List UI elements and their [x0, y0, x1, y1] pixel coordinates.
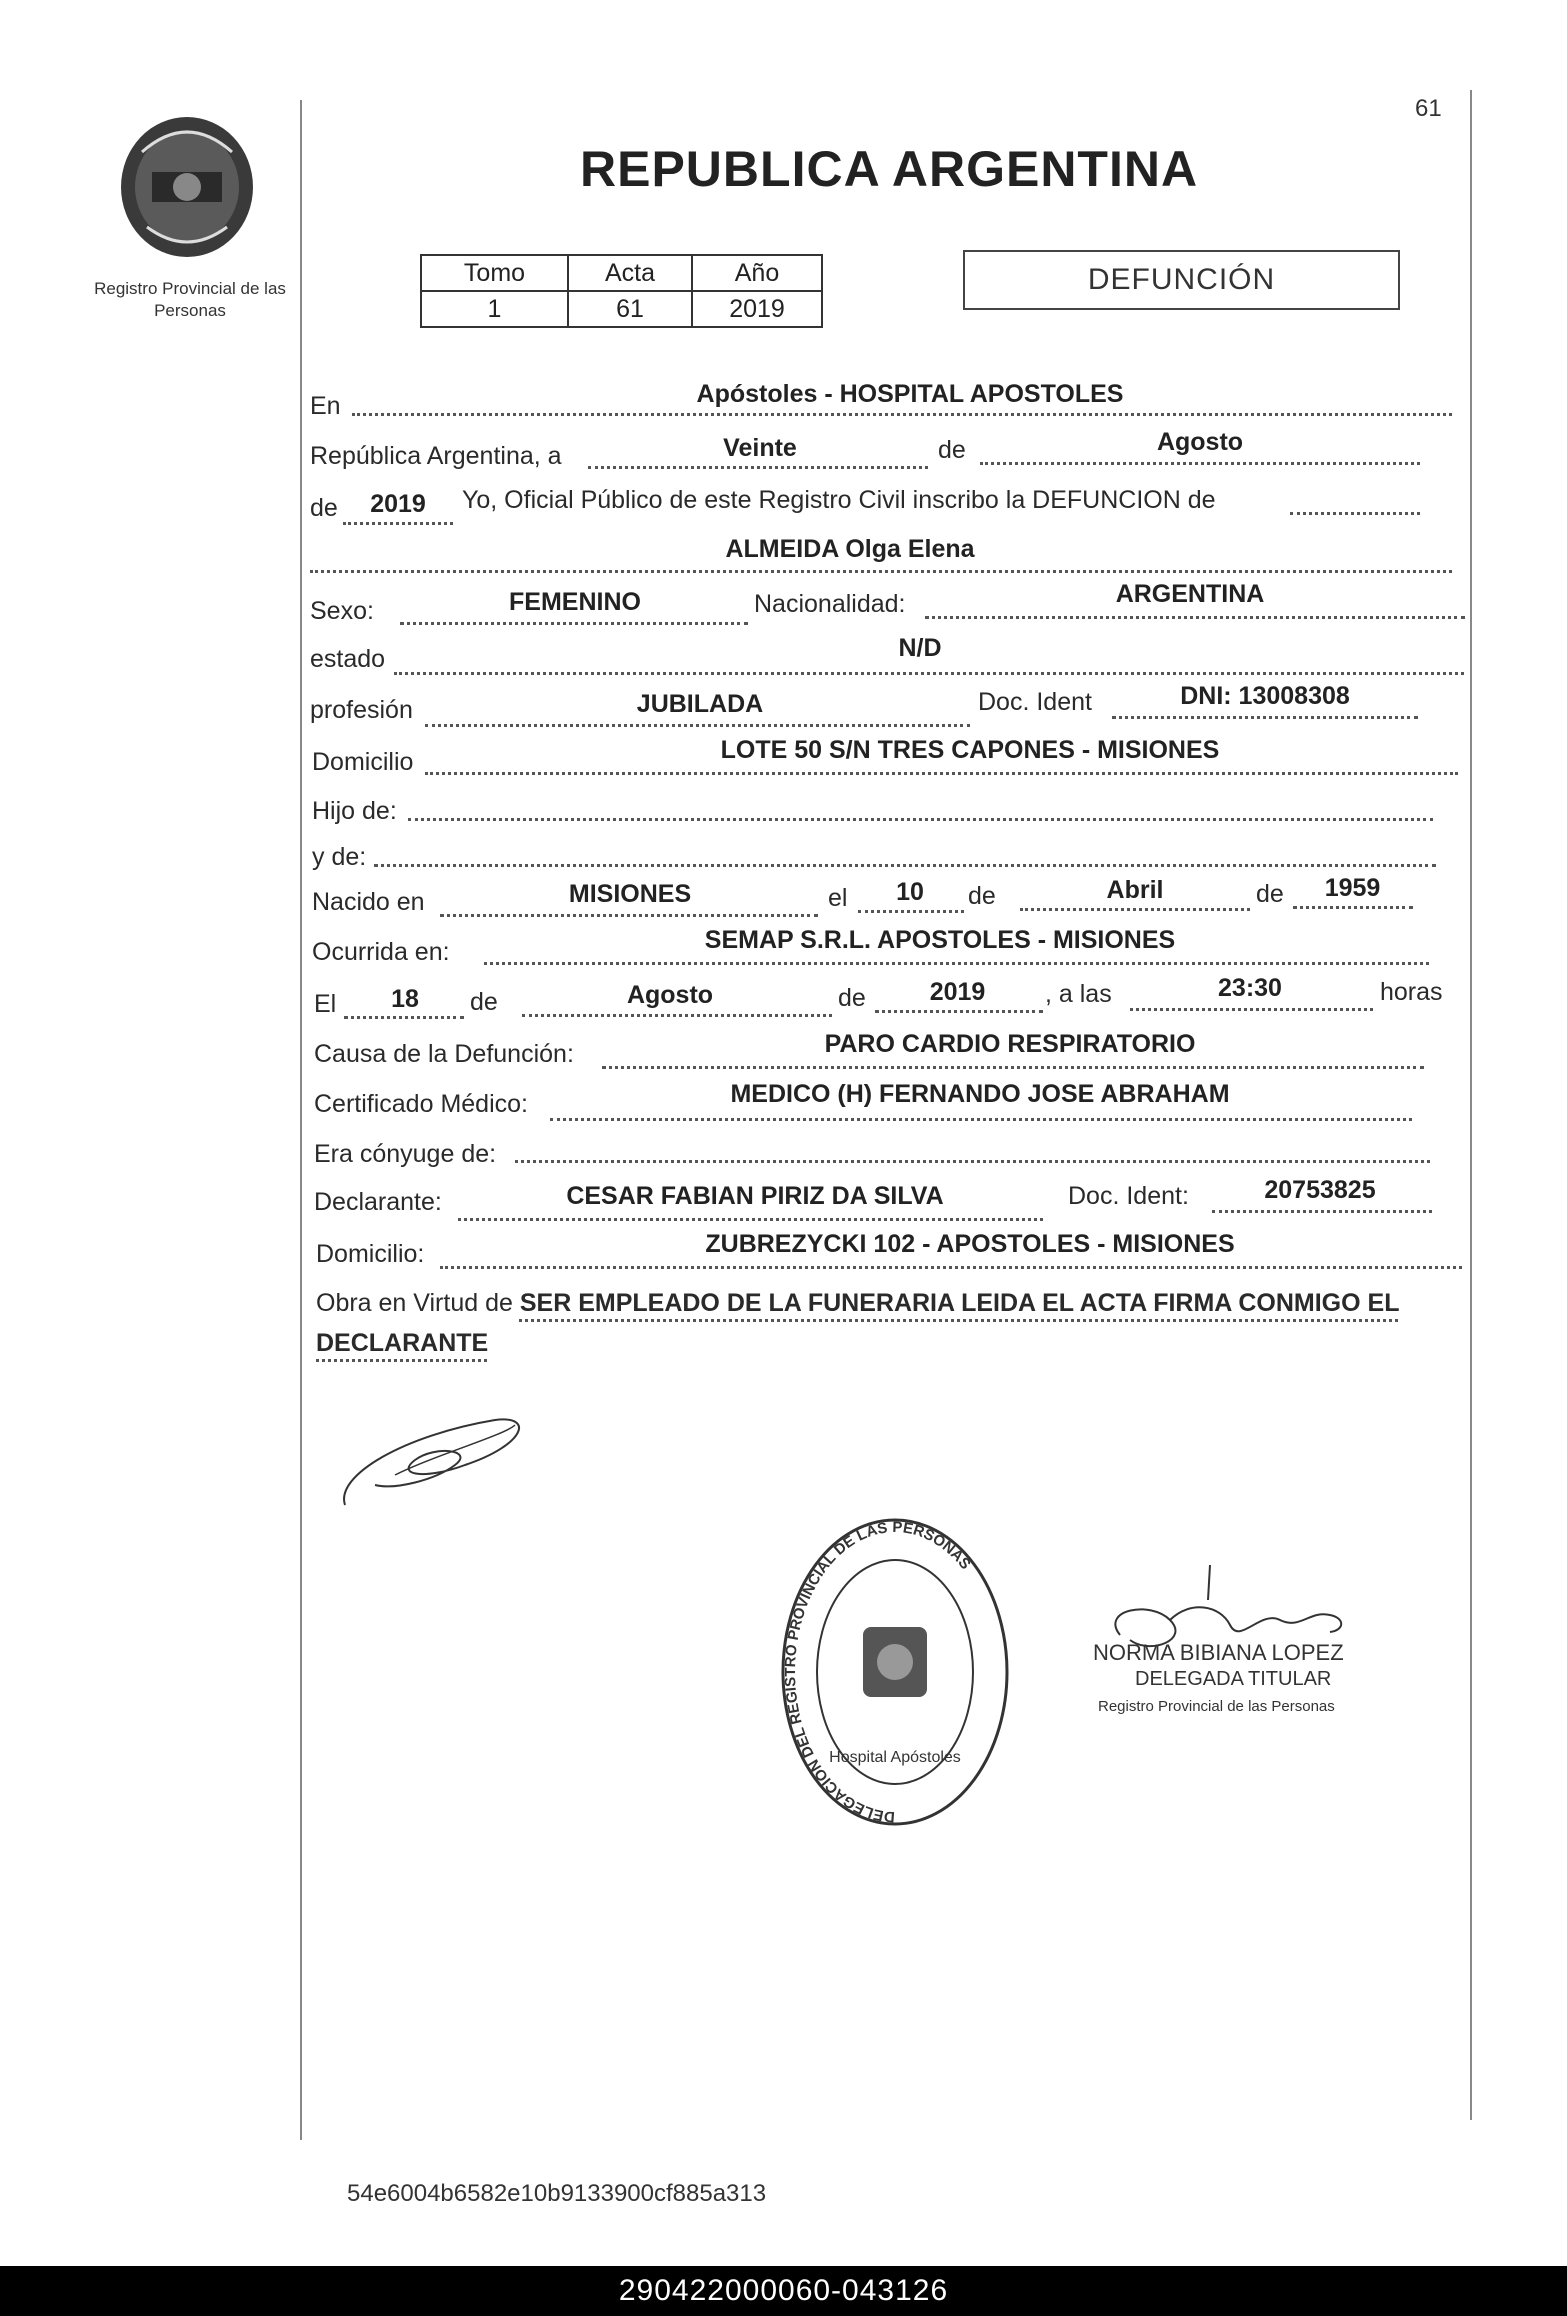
en-label: En: [310, 392, 341, 420]
declarante-value: CESAR FABIAN PIRIZ DA SILVA: [566, 1182, 944, 1210]
death-year-dots: [875, 1010, 1043, 1013]
estado-label: estado: [310, 645, 386, 673]
doc2-dots: [1212, 1210, 1432, 1213]
document-hash: 54e6004b6582e10b9133900cf885a313: [347, 2180, 767, 2207]
certificado-label: Certificado Médico:: [314, 1090, 528, 1118]
sexo-dots: [400, 622, 748, 625]
year-value: 2019: [370, 490, 426, 518]
causa-value: PARO CARDIO RESPIRATORIO: [824, 1030, 1196, 1058]
day-value: Veinte: [723, 434, 797, 462]
name-dots: [310, 570, 1452, 573]
stamp-inner-text: Hospital Apóstoles: [829, 1749, 961, 1766]
obra-paragraph: [316, 1283, 1466, 1363]
death-month-dots: [522, 1014, 832, 1017]
record-type-box: DEFUNCIÓN: [963, 250, 1400, 310]
signature-role: DELEGADA TITULAR: [1135, 1668, 1332, 1690]
death-year: 2019: [929, 978, 986, 1006]
birth-day-dots: [858, 910, 964, 913]
domicilio-dots: [425, 772, 1458, 775]
death-day: 18: [391, 985, 419, 1013]
domicilio-label: Domicilio: [312, 748, 414, 776]
oficial-dots: [1290, 512, 1420, 515]
birth-day: 10: [896, 878, 924, 906]
doc2-value: 20753825: [1264, 1176, 1376, 1204]
signature-name: NORMA BIBIANA LOPEZ: [1093, 1640, 1344, 1665]
right-margin-line: [1470, 90, 1472, 2120]
obra-label: Obra en Virtud de: [316, 1289, 513, 1317]
doc-label: Doc. Ident: [978, 688, 1092, 716]
death-month: Agosto: [626, 981, 714, 1009]
doc-value: DNI: 13008308: [1180, 682, 1350, 710]
de5-label: de: [470, 988, 498, 1016]
alas-label: , a las: [1045, 980, 1112, 1008]
conyuge-dots: [515, 1160, 1430, 1163]
doc2-label: Doc. Ident:: [1068, 1182, 1189, 1210]
declarante-dots: [458, 1218, 1043, 1221]
declarante-label: Declarante:: [314, 1188, 442, 1216]
month-dots: [980, 462, 1420, 465]
table-header-acta: Acta: [568, 255, 692, 291]
year-dots: [343, 522, 453, 525]
nacido-dots: [440, 914, 818, 917]
ocurrida-label: Ocurrida en:: [312, 938, 450, 966]
de2-label: de: [310, 494, 338, 522]
yde-label: y de:: [312, 843, 367, 871]
registry-label: Registro Provincial de las Personas: [94, 279, 286, 320]
page-number: 61: [1415, 95, 1442, 122]
day-dots: [588, 466, 928, 469]
signature-org: Registro Provincial de las Personas: [1098, 1698, 1335, 1715]
en-dots: [352, 413, 1452, 416]
en-value: Apóstoles - HOSPITAL APOSTOLES: [696, 380, 1124, 408]
hijo-dots: [408, 818, 1433, 821]
el-label: el: [828, 884, 848, 912]
ocurrida-dots: [484, 962, 1429, 965]
stamp-ring-text: DELEGACION DEL REGISTRO PROVINCIAL DE LAS PERSONAS: [782, 1518, 974, 1826]
footer-code: 290422000060-043126: [618, 2274, 949, 2307]
el2-label: El: [314, 990, 337, 1018]
yde-dots: [374, 864, 1436, 867]
table-value-tomo: 1: [421, 291, 568, 327]
hijo-label: Hijo de:: [312, 797, 397, 825]
death-time: 23:30: [1218, 974, 1282, 1002]
left-margin-line: [300, 100, 302, 2140]
birth-month: Abril: [1106, 876, 1164, 904]
table-value-ano: 2019: [692, 291, 822, 327]
nacionalidad-dots: [925, 616, 1465, 619]
profesion-label: profesión: [310, 696, 413, 724]
birth-year-dots: [1293, 906, 1413, 909]
nacido-label: Nacido en: [312, 888, 425, 916]
sexo-label: Sexo:: [310, 597, 374, 625]
estado-value: N/D: [898, 634, 942, 662]
de4-label: de: [1256, 880, 1284, 908]
nacido-value: MISIONES: [568, 880, 692, 908]
nacionalidad-label: Nacionalidad:: [754, 590, 906, 618]
certificado-value: MEDICO (H) FERNANDO JOSE ABRAHAM: [730, 1080, 1230, 1108]
birth-month-dots: [1020, 908, 1250, 911]
de3-label: de: [968, 882, 996, 910]
obra-value: SER EMPLEADO DE LA FUNERARIA LEIDA EL ACTA FIRMA CONMIGO EL DECLARANTE: [316, 1289, 1400, 1357]
document-title: REPUBLICA ARGENTINA: [580, 141, 1199, 197]
death-time-dots: [1130, 1008, 1373, 1011]
oficial-text: Yo, Oficial Público de este Registro Civil inscribo la DEFUNCION de: [462, 486, 1216, 514]
table-value-acta: 61: [568, 291, 692, 327]
estado-dots: [394, 672, 1464, 675]
republica-label: República Argentina, a: [310, 442, 562, 470]
month-value: Agosto: [1156, 428, 1244, 456]
doc-dots: [1112, 716, 1418, 719]
ocurrida-value: SEMAP S.R.L. APOSTOLES - MISIONES: [704, 926, 1176, 954]
domicilio2-label: Domicilio:: [316, 1240, 425, 1268]
certificado-dots: [550, 1118, 1412, 1121]
causa-label: Causa de la Defunción:: [314, 1040, 574, 1068]
domicilio-value: LOTE 50 S/N TRES CAPONES - MISIONES: [720, 736, 1220, 764]
record-table: [420, 254, 823, 328]
domicilio2-value: ZUBREZYCKI 102 - APOSTOLES - MISIONES: [705, 1230, 1235, 1258]
profesion-value: JUBILADA: [636, 690, 764, 718]
footer-bar: [0, 2266, 1567, 2316]
province-seal-logo: [112, 112, 262, 262]
de6-label: de: [838, 984, 866, 1012]
official-stamp: [775, 1512, 1015, 1834]
table-header-tomo: Tomo: [421, 255, 568, 291]
death-day-dots: [344, 1016, 464, 1019]
birth-year: 1959: [1324, 874, 1381, 902]
deceased-name: ALMEIDA Olga Elena: [725, 535, 975, 563]
domicilio2-dots: [440, 1266, 1462, 1269]
conyuge-label: Era cónyuge de:: [314, 1140, 497, 1168]
nacionalidad-value: ARGENTINA: [1115, 580, 1265, 608]
profesion-dots: [425, 724, 970, 727]
horas-label: horas: [1380, 978, 1443, 1006]
sexo-value: FEMENINO: [509, 588, 641, 616]
causa-dots: [602, 1066, 1424, 1069]
de-label: de: [938, 436, 966, 464]
declarant-signature: [335, 1395, 535, 1515]
table-header-ano: Año: [692, 255, 822, 291]
